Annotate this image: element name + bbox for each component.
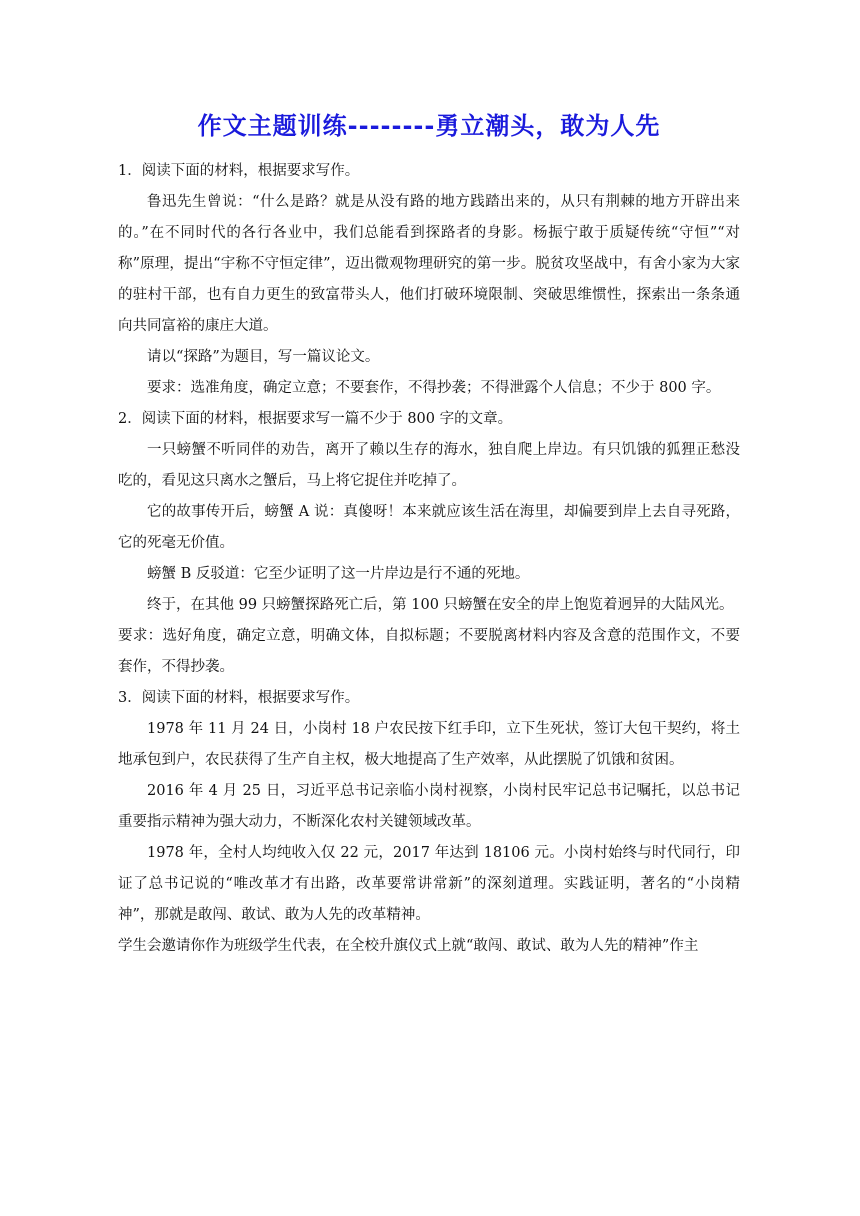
document-content — [118, 104, 740, 962]
question-2-material-paragraph: 它的故事传开后，螃蟹 A 说：真傻呀！本来就应该生活在海里，却偏要到岸上去自寻死路，它的死毫无价值。 — [118, 504, 740, 551]
question-3-material-paragraph: 1978 年 11 月 24 日，小岗村 18 户农民按下红手印，立下生死状，签订大包干契约，将土地承包到户，农民获得了生产自主权，极大地提高了生产效率，从此摆脱了饥饿和贫困。 — [118, 721, 740, 768]
question-1-prompt: 1．阅读下面的材料，根据要求写作。 — [118, 163, 360, 179]
question-3-material-paragraph: 1978 年，全村人均纯收入仅 22 元，2017 年达到 18106 元。小岗村始终与时代同行，印证了总书记说的“唯改革才有出路，改革要常讲常新”的深刻道理。实践证明，著名的“小岗精神”，那就是敢闯、敢试、敢为人先的改革精神。 — [118, 845, 740, 923]
document-title: 作文主题训练--------勇立潮头，敢为人先 — [197, 112, 661, 140]
question-1-task: 请以“探路”为题目，写一篇议论文。 — [147, 349, 380, 365]
question-2-material-paragraph: 螃蟹 B 反驳道：它至少证明了这一片岸边是行不通的死地。 — [147, 566, 530, 582]
question-3-material-paragraph: 2016 年 4 月 25 日，习近平总书记亲临小岗村视察，小岗村民牢记总书记嘱托，以总书记重要指示精神为强大动力，不断深化农村关键领域改革。 — [118, 783, 740, 830]
question-2-material-paragraph: 一只螃蟹不听同伴的劝告，离开了赖以生存的海水，独自爬上岸边。有只饥饿的狐狸正愁没吃的，看见这只离水之蟹后，马上将它捉住并吃掉了。 — [118, 442, 740, 489]
question-1-requirements: 要求：选准角度，确定立意；不要套作，不得抄袭；不得泄露个人信息；不少于 800 字。 — [147, 380, 721, 396]
question-1-material: 鲁迅先生曾说：“什么是路？就是从没有路的地方践踏出来的，从只有荆棘的地方开辟出来的。”在不同时代的各行各业中，我们总能看到探路者的身影。杨振宁敢于质疑传统“守恒”“对称”原理，提出“宇称不守恒定律”，迈出微观物理研究的第一步。脱贫攻坚战中，有舍小家为大家的驻村干部，也有自力更生的致富带头人，他们打破环境限制、突破思维惯性，探索出一条条通向共同富裕的康庄大道。 — [118, 194, 740, 334]
question-3-task: 学生会邀请你作为班级学生代表，在全校升旗仪式上就“敢闯、敢试、敢为人先的精神”作主 — [118, 938, 699, 954]
question-3-prompt: 3．阅读下面的材料，根据要求写作。 — [118, 690, 360, 706]
question-2-material-paragraph: 终于，在其他 99 只螃蟹探路死亡后，第 100 只螃蟹在安全的岸上饱览着迥异的大陆风光。 — [147, 597, 734, 613]
question-2-requirements: 要求：选好角度，确定立意，明确文体，自拟标题；不要脱离材料内容及含意的范围作文，不要套作，不得抄袭。 — [118, 628, 740, 675]
question-2-prompt: 2．阅读下面的材料，根据要求写一篇不少于 800 字的文章。 — [118, 411, 513, 427]
